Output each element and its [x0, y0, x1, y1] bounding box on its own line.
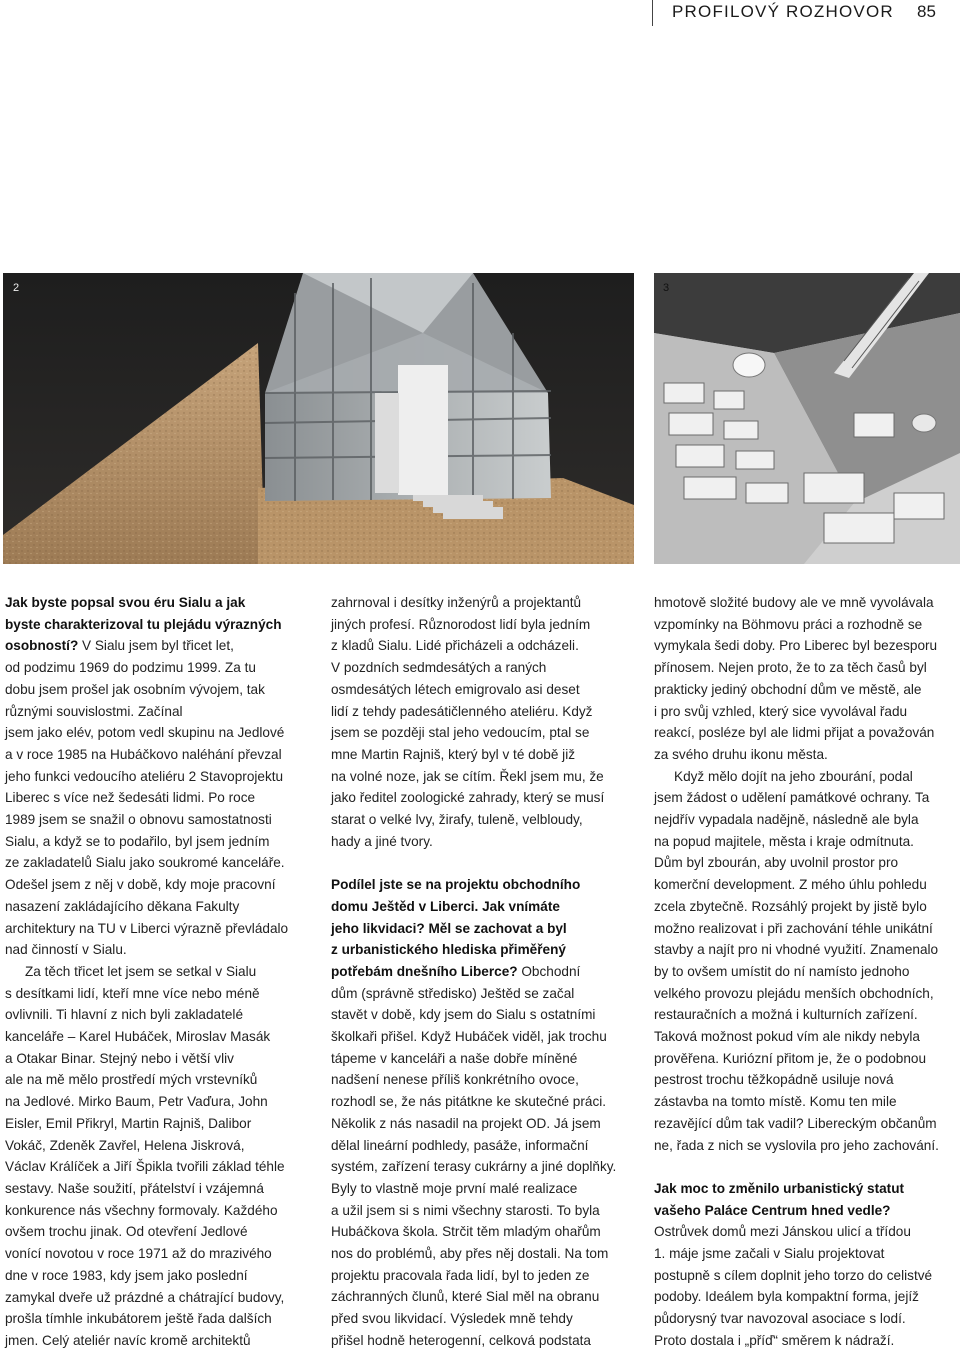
page-number: 85	[917, 2, 936, 21]
text-column-3	[654, 592, 960, 1352]
paragraph: Když mělo dojít na jeho zbourání, podal jsem žádost o udělení památkové ochrany. Ta nejdřív vypadala nadějně, následně ale byla na popud majitele, města i kraje odmítnuta. Dům byl zbourán, aby uvolnil prostor pro komerční development. Z mého úhlu pohledu zcela zbytečně. Rozsáhlý projekt by jistě bylo možno realizovat i při zachování téhle unikátní stavby a najít pro ni vhodné využití. Znamenalo by to ovšem umístit do ní namísto jednoho velkého provozu plejádu menších obchodních, restauračních a možná i kulturních zařízení. Taková možnost pokud vím ale nikdy nebyla prověřena. Kuriózní přitom je, že o podobnou pestrost trochu těžkopádně usiluje nová zástavba na tomto místě. Komu ten mile rezavějící dům tak vadil? Libereckým občanům ne, řada z nich se vyslovila pro jeho zachování.	[654, 768, 939, 1153]
paragraph: zahrnoval i desítky inženýrů a projektantů jiných profesí. Různorodost lidí byla jedním z kladů Sialu. Lidé přicházeli a odcházeli. V pozdních sedmdesátých a raných osmdesátých létech emigrovalo asi deset lidí z tehdy padesátičlenného ateliéru. Když jsem se později stal jeho vedoucím, ptal se mne Martin Rajniš, který byl v té době již na volné noze, jak se cítím. Řekl jsem mu, že jako ředitel zoologické zahrady, který se musí starat o velké lvy, žirafy, tuleně, velbloudy, hady a jiné tvory.	[331, 595, 605, 849]
text-column-2	[331, 592, 641, 1352]
urban-model-image	[654, 273, 960, 564]
paragraph: Jak byste popsal svou éru Sialu a jak byste charakterizoval tu plejádu výrazných osobností? V Sialu jsem byl třicet let, od podzimu 1969 do podzimu 1999. Za tu dobu jsem prošel jak osobním vývojem, tak různými souvislostmi. Začínal jsem jako elév, potom vedl skupinu na Jedlové a v roce 1985 na Hubáčkovo naléhání převzal jeho funkci vedoucího ateliéru 2 Stavoprojektu Liberec s více než šedesáti lidmi. Po roce 1989 jsem se snažil o obnovu samostatnosti Sialu, a když se to podařilo, byl jsem jedním ze zakladatelů Sialu jako soukromé kanceláře. Odešel jsem z něj v době, kdy moje pracovní nasazení zakládajícího děkana Fakulty architektury na TU v Liberci výrazně převládalo nad činností v Sialu.	[5, 595, 289, 958]
figure-number: 2	[13, 282, 20, 294]
header-divider	[652, 0, 653, 26]
paragraph: Podílel jste se na projektu obchodního domu Ještěd v Liberci. Jak vnímáte jeho likvidaci? Měl se zachovat a byl z urbanistického hlediska přiměřený potřebám dnešního Liberce? Obchodní dům (správně středisko) Ještěd se začal stavět v době, kdy jsem do Sialu s ostatními školkaři přišel. Když Hubáček viděl, jak trochu tápeme v kanceláři a naše dobře míněné nadšení nenese příliš konkrétního ovoce, rozhodl se, že nás pitátkne ke skutečné práci. Několik z nás nasadil na projekt OD. Já jsem dělal lineární podhledy, pasáže, informační systém, zařízení terasy cukrárny a jiné doplňky. Byly to vlastně moje první malé realizace a užil jsem si s nimi všechny starosti. To byla Hubáčkova škola. Strčit těm mladým ohařům nos do problémů, aby přes něj dostali. Na tom projektu pracovala řada lidí, byl to jeden ze záchranných člunů, které Sial měl na obranu před svou likvidací. Výsledek mně tehdy přišel hodně heterogenní, celková podstata	[331, 877, 617, 1348]
figure-urban-model	[654, 273, 960, 564]
house-model-image	[3, 273, 634, 564]
section-title: PROFILOVÝ ROZHOVOR	[672, 2, 894, 21]
paragraph: Jak moc to změnilo urbanistický statut vašeho Paláce Centrum hned vedle? Ostrůvek domů mezi Jánskou ulicí a třídou 1. máje jsme začali v Sialu projektovat postupně s cílem doplnit jeho torzo do celistvé podoby. Ideálem byla kompaktní forma, jejíž půdorysný tvar navozoval asociace s lodí. Proto dostala i „příď“ směrem k nádraží.	[654, 1180, 933, 1348]
paragraph: Za těch třicet let jsem se setkal v Sialu s desítkami lidí, kteří mne více nebo méně ovlivnili. Ti hlavní z nich byli zakladatelé kanceláře – Karel Hubáček, Miroslav Masák a Otakar Binar. Stejný nebo i větší vliv ale na mě mělo prostředí mých vrstevníků na Jedlové. Mirko Baum, Petr Vaďura, John Eisler, Emil Přikryl, Martin Rajniš, Dalibor Vokáč, Zdeněk Zavřel, Helena Jiskrová, Václav Králíček a Jiří Špikla tvořili základ téhle sestavy. Naše soužití, přátelství i vzájemná konkurence nás všechny formovaly. Každého ovšem trochu jinak. Od otevření Jedlové vonící novotou v roce 1971 až do mrazivého dne v roce 1983, kdy jsem jako poslední zamykal dveře už prázdné a chátrající budovy, prošla tímhle inkubátorem ještě řada dalších jmen. Celý ateliér navíc kromě architektů	[5, 963, 285, 1348]
paragraph: hmotově složité budovy ale ve mně vyvolávala vzpomínky na Böhmovu práci a rozhodně se vymykala šedi doby. Pro Liberec byl bezesporu přínosem. Nejen proto, že to za těch časů byl prakticky jediný obchodní dům ve městě, ale i pro svůj vzhled, který sice vyvolával řadu reakcí, posléze byl ale lidmi přijat a považován za svého druhu ikonu města.	[654, 595, 938, 762]
text-column-1	[5, 592, 315, 1352]
figure-number: 3	[663, 282, 670, 294]
figure-house-model	[3, 273, 634, 564]
